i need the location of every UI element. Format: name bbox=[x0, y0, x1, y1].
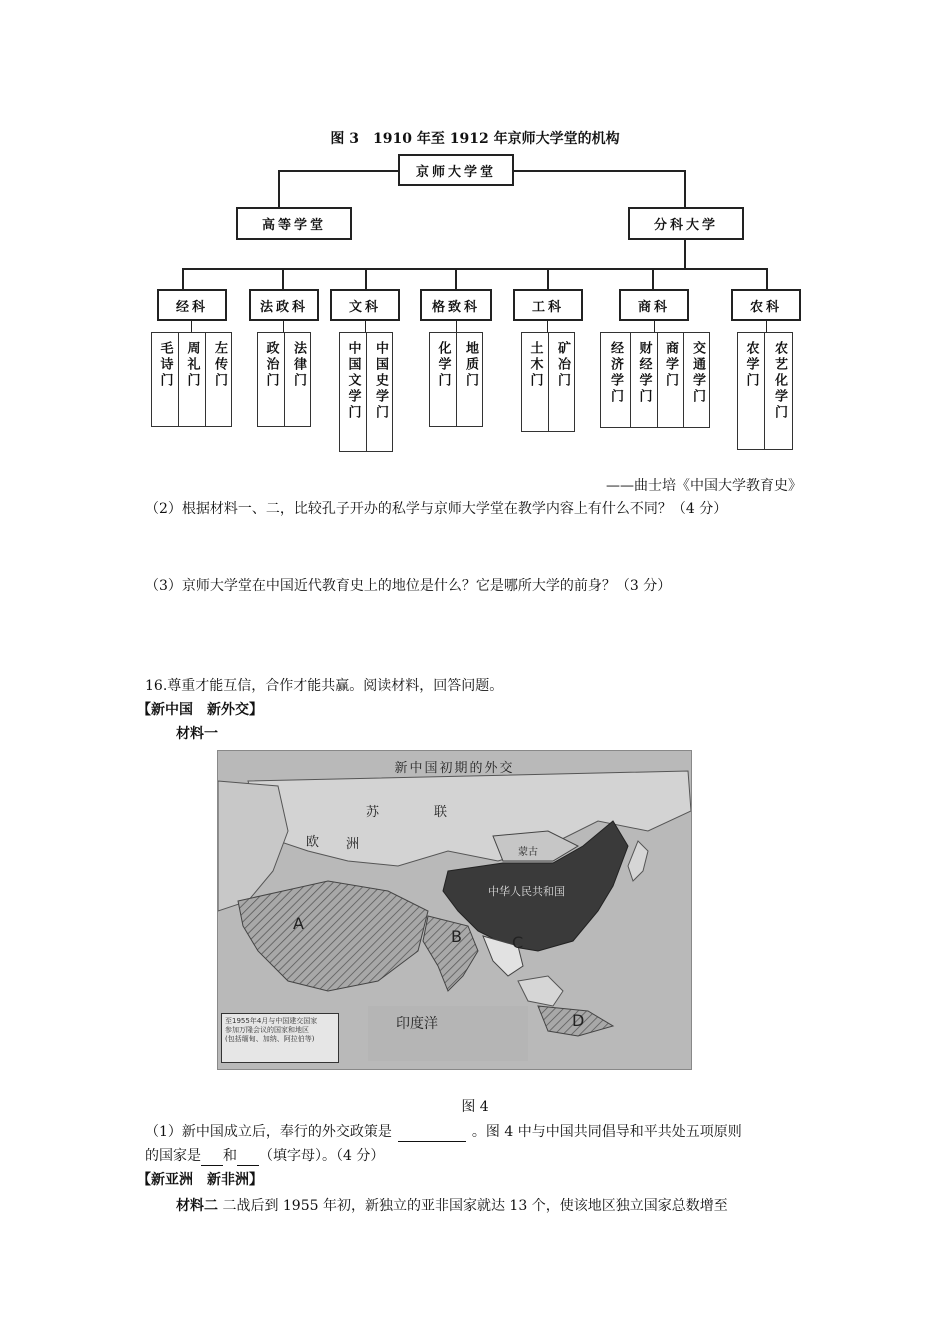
question-16-1-line1 bbox=[145, 1122, 742, 1142]
material-2-label: 材料二 bbox=[176, 1198, 218, 1214]
dept-group-shang bbox=[600, 332, 710, 428]
map-marker-c: C bbox=[512, 933, 524, 952]
map-label-ocean: 印度洋 bbox=[396, 1016, 438, 1032]
dept-cell: 周礼门 bbox=[179, 333, 206, 426]
dept-cell: 毛诗门 bbox=[152, 333, 179, 426]
question-2: （2）根据材料一、二，比较孔子开办的私学与京师大学堂在教学内容上有什么不同？（4 分） bbox=[145, 501, 728, 517]
connector bbox=[766, 268, 768, 290]
answer-blank[interactable] bbox=[201, 1149, 223, 1166]
question-16-intro: 16.尊重才能互信，合作才能共赢。阅读材料，回答问题。 bbox=[145, 678, 504, 694]
college-node: 分科大学 bbox=[628, 207, 744, 240]
legend-item: 至1955年4月与中国建交国家 bbox=[225, 1017, 318, 1025]
material-2-text: 二战后到 1955 年初，新独立的亚非国家就达 13 个，使该地区独立国家总数增至 bbox=[222, 1198, 728, 1214]
connector bbox=[278, 170, 280, 208]
indian-ocean bbox=[368, 1006, 528, 1061]
q1-text: 。图 4 中与中国共同倡导和平共处五项原则 bbox=[471, 1124, 742, 1140]
dept-cell: 财经学门 bbox=[631, 333, 658, 427]
map-label-ussr: 联 bbox=[434, 805, 448, 820]
connector bbox=[652, 268, 654, 290]
map-label-mongolia: 蒙古 bbox=[518, 847, 538, 858]
map-marker-b: B bbox=[451, 927, 462, 946]
college-box: 工科 bbox=[513, 289, 583, 321]
map-label-europe: 洲 bbox=[346, 837, 360, 852]
dept-cell: 中国文学门 bbox=[340, 333, 367, 451]
dept-cell: 左传门 bbox=[212, 341, 227, 389]
dept-cell: 农学门 bbox=[738, 333, 765, 449]
dept-cell: 交通学门 bbox=[690, 341, 705, 405]
map-marker-d: D bbox=[572, 1011, 585, 1030]
dept-cell: 化学门 bbox=[430, 333, 457, 426]
dept-cell: 地质门 bbox=[463, 341, 478, 389]
connector bbox=[182, 268, 767, 270]
dept-cell: 法律门 bbox=[291, 341, 306, 389]
connector bbox=[547, 268, 549, 290]
map-title: 新中国初期的外交 bbox=[394, 761, 515, 776]
figure4-caption: 图 4 bbox=[461, 1099, 489, 1115]
high-school-node: 高等学堂 bbox=[236, 207, 352, 240]
connector bbox=[684, 170, 686, 208]
answer-blank[interactable] bbox=[398, 1125, 466, 1142]
section-heading-new-diplomacy: 【新中国 新外交】 bbox=[137, 702, 263, 718]
college-box: 经科 bbox=[157, 289, 227, 321]
dept-group-fazheng bbox=[257, 332, 311, 427]
dept-group-wen bbox=[339, 332, 393, 452]
dept-group-gezhi bbox=[429, 332, 483, 427]
material-2 bbox=[176, 1196, 728, 1216]
map-label-ussr: 苏 bbox=[366, 805, 380, 820]
legend-item: (包括缅甸、加纳、阿拉伯等) bbox=[225, 1035, 315, 1043]
dept-cell: 中国史学门 bbox=[373, 341, 388, 421]
legend-item: 参加万隆会议的国家和地区 bbox=[225, 1026, 309, 1034]
dept-group-gong bbox=[521, 332, 575, 432]
dept-group-jing bbox=[151, 332, 232, 427]
answer-blank[interactable] bbox=[237, 1149, 259, 1166]
section-heading-new-asia-africa: 【新亚洲 新非洲】 bbox=[137, 1172, 263, 1188]
diplomacy-map bbox=[217, 750, 692, 1070]
map-marker-a: A bbox=[293, 914, 304, 933]
dept-cell: 矿冶门 bbox=[555, 341, 570, 389]
college-box: 文科 bbox=[330, 289, 400, 321]
map-label-prc: 中华人民共和国 bbox=[488, 885, 565, 898]
connector bbox=[282, 268, 284, 290]
connector bbox=[182, 268, 184, 290]
question-16-1-line2 bbox=[145, 1146, 384, 1166]
dept-group-nong bbox=[737, 332, 793, 450]
dept-cell: 土木门 bbox=[522, 333, 549, 431]
q1-text: 的国家是 bbox=[145, 1148, 201, 1164]
dept-cell: 政治门 bbox=[258, 333, 285, 426]
college-box: 格致科 bbox=[420, 289, 492, 321]
question-3: （3）京师大学堂在中国近代教育史上的地位是什么？它是哪所大学的前身？（3 分） bbox=[145, 578, 672, 594]
map-legend bbox=[221, 1013, 339, 1063]
dept-cell: 经济学门 bbox=[601, 333, 631, 427]
connector bbox=[684, 240, 686, 269]
q1-text: （1）新中国成立后，奉行的外交政策是 bbox=[145, 1124, 392, 1140]
root-node: 京师大学堂 bbox=[398, 154, 514, 186]
q1-text: 和 bbox=[223, 1148, 237, 1164]
map-label-europe: 欧 bbox=[306, 835, 320, 850]
dept-cell: 商学门 bbox=[658, 333, 684, 427]
connector bbox=[365, 268, 367, 290]
q1-text: （填字母）。（4 分） bbox=[259, 1148, 385, 1164]
college-box: 法政科 bbox=[249, 289, 319, 321]
college-box: 商科 bbox=[619, 289, 689, 321]
material-1-label: 材料一 bbox=[176, 726, 218, 742]
dept-cell: 农艺化学门 bbox=[772, 341, 787, 421]
connector bbox=[455, 268, 457, 290]
figure3-source: ——曲士培《中国大学教育史》 bbox=[606, 478, 802, 494]
figure3-title: 图 3 1910 年至 1912 年京师大学堂的机构 bbox=[330, 131, 620, 147]
college-box: 农科 bbox=[731, 289, 801, 321]
